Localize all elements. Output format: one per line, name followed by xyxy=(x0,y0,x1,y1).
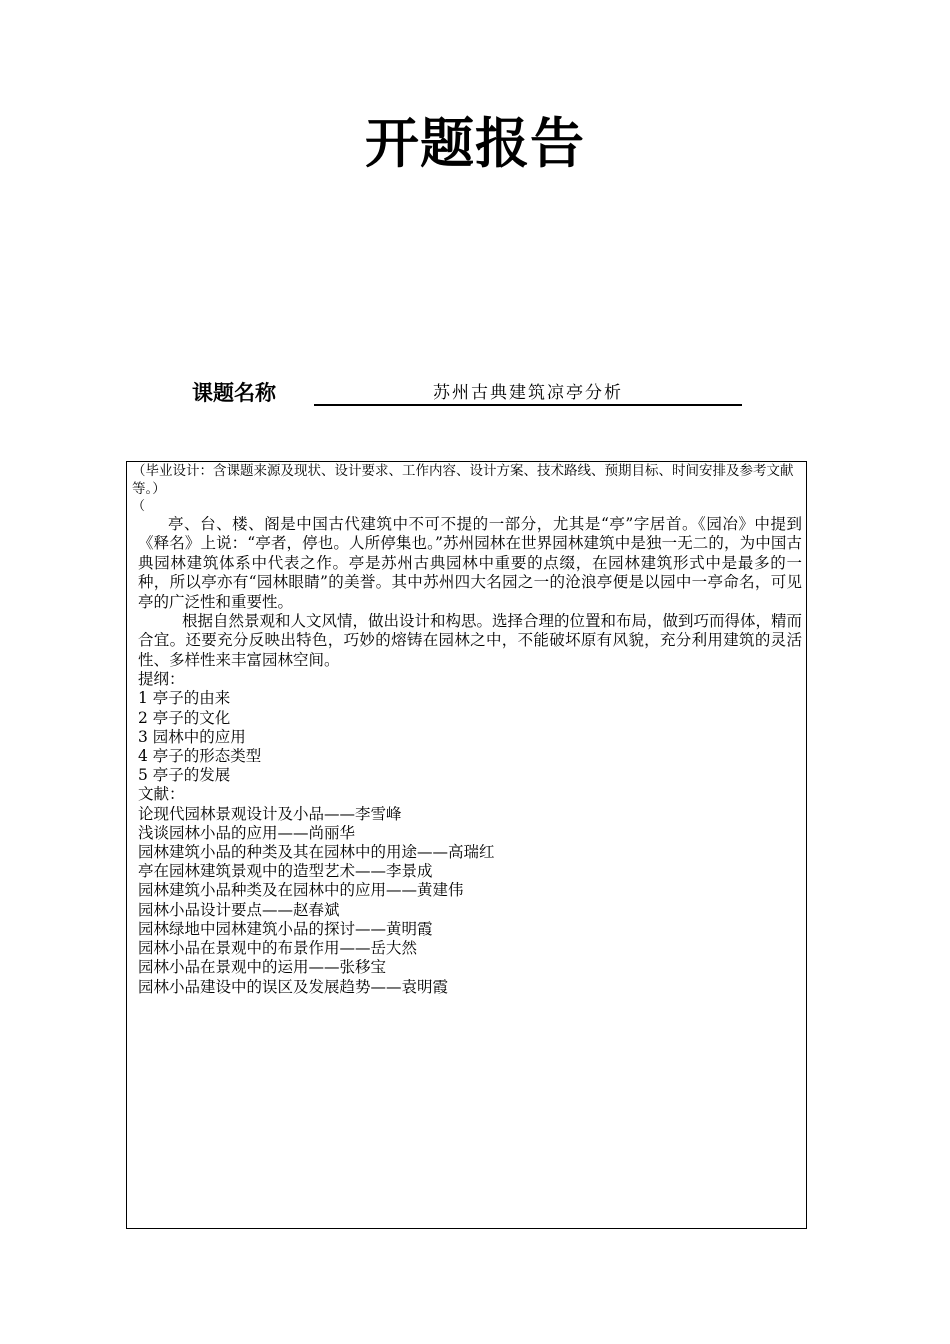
topic-value: 苏州古典建筑凉亭分析 xyxy=(433,383,623,403)
topic-row xyxy=(192,378,752,412)
references-heading: 文献： xyxy=(138,785,185,804)
outline-heading: 提纲： xyxy=(138,670,185,689)
outline-item: 3 园林中的应用 xyxy=(138,727,246,746)
reference-item: 园林绿地中园林建筑小品的探讨——黄明霞 xyxy=(138,919,433,938)
design-paragraph: 根据自然景观和人文风情，做出设计和构思。选择合理的位置和布局，做到巧而得体，精而合宜。还要充分反映出特色，巧妙的熔铸在园林之中，不能破坏原有风貌，充分利用建筑的灵活性、多样性来丰富园林空间。 xyxy=(138,612,803,669)
reference-item: 园林小品在景观中的布景作用——岳大然 xyxy=(138,939,418,958)
reference-item: 园林小品建设中的误区及发展趋势——袁明霞 xyxy=(138,977,449,996)
reference-item: 园林小品设计要点——赵春斌 xyxy=(138,900,340,919)
reference-item: 浅谈园林小品的应用——尚丽华 xyxy=(138,823,356,842)
reference-item: 园林建筑小品的种类及其在园林中的用途——高瑞红 xyxy=(138,843,495,862)
outline-item: 4 亭子的形态类型 xyxy=(138,747,262,766)
outline-item: 2 亭子的文化 xyxy=(138,708,231,727)
reference-item: 园林小品在景观中的运用——张移宝 xyxy=(138,958,387,977)
document-title: 开题报告 xyxy=(365,112,585,175)
reference-item: 亭在园林建筑景观中的造型艺术——李景成 xyxy=(138,862,433,881)
topic-label: 课题名称 xyxy=(192,381,276,405)
proposal-content-box xyxy=(126,461,807,1229)
open-paren: （ xyxy=(132,499,146,514)
intro-paragraph: 亭、台、楼、阁是中国古代建筑中不可不提的一部分，尤其是“亭”字居首。《园冶》中提到《释名》上说：“亭者，停也。人所停集也。”苏州园林在世界园林建筑中是独一无二的，为中国古典园林建筑体系中代表之作。亭是苏州古典园林中重要的点缀，在园林建筑形式中是最多的一种，所以亭亦有“园林眼睛”的美誉。其中苏州四大名园之一的沧浪亭便是以园中一亭命名，可见亭的广泛性和重要性。 xyxy=(138,515,802,611)
outline-item: 1 亭子的由来 xyxy=(138,689,231,708)
outline-item: 5 亭子的发展 xyxy=(138,766,231,785)
box-instruction-note: （毕业设计：含课题来源及现状、设计要求、工作内容、设计方案、技术路线、预期目标、时间安排及参考文献等。） xyxy=(132,463,794,497)
reference-item: 园林建筑小品种类及在园林中的应用——黄建伟 xyxy=(138,881,464,900)
reference-item: 论现代园林景观设计及小品——李雪峰 xyxy=(138,804,402,823)
